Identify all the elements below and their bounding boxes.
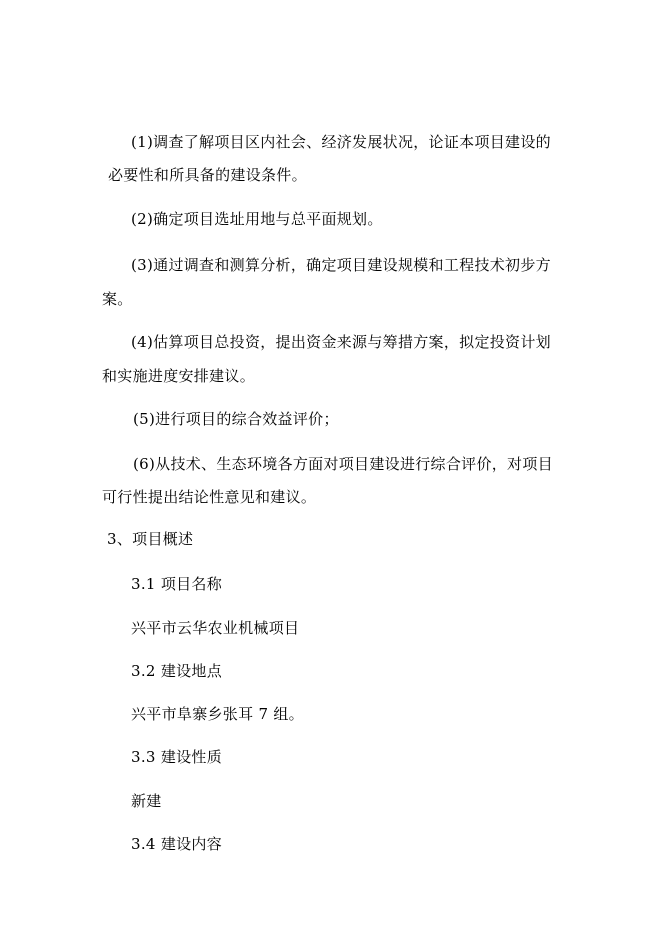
- paragraph-4-line-2: 和实施进度安排建议。: [102, 367, 256, 385]
- nature-text: 新建: [131, 792, 162, 810]
- paragraph-3-line-2: 案。: [102, 290, 133, 308]
- paragraph-6-line-1: (6)从技术、生态环境各方面对项目建设进行综合评价，对项目: [133, 455, 553, 473]
- subsection-3-1-heading: 3.1 项目名称: [131, 575, 223, 593]
- paragraph-1-line-2: 必要性和所具备的建设条件。: [108, 166, 307, 184]
- paragraph-5-line-1: (5)进行项目的综合效益评价；: [133, 410, 339, 428]
- section-heading-3: 3、项目概述: [107, 530, 194, 548]
- paragraph-2-line-1: (2)确定项目选址用地与总平面规划。: [131, 210, 383, 228]
- project-name-text: 兴平市云华农业机械项目: [131, 619, 300, 637]
- subsection-3-3-heading: 3.3 建设性质: [131, 748, 223, 766]
- paragraph-3-line-1: (3)通过调查和测算分析，确定项目建设规模和工程技术初步方: [131, 256, 551, 274]
- paragraph-6-line-2: 可行性提出结论性意见和建议。: [102, 488, 317, 506]
- subsection-3-4-heading: 3.4 建设内容: [131, 835, 223, 853]
- subsection-3-2-heading: 3.2 建设地点: [131, 662, 223, 680]
- location-text: 兴平市阜寨乡张耳 7 组。: [131, 705, 304, 723]
- paragraph-1-line-1: (1)调查了解项目区内社会、经济发展状况，论证本项目建设的: [131, 133, 551, 151]
- paragraph-4-line-1: (4)估算项目总投资，提出资金来源与筹措方案，拟定投资计划: [131, 333, 551, 351]
